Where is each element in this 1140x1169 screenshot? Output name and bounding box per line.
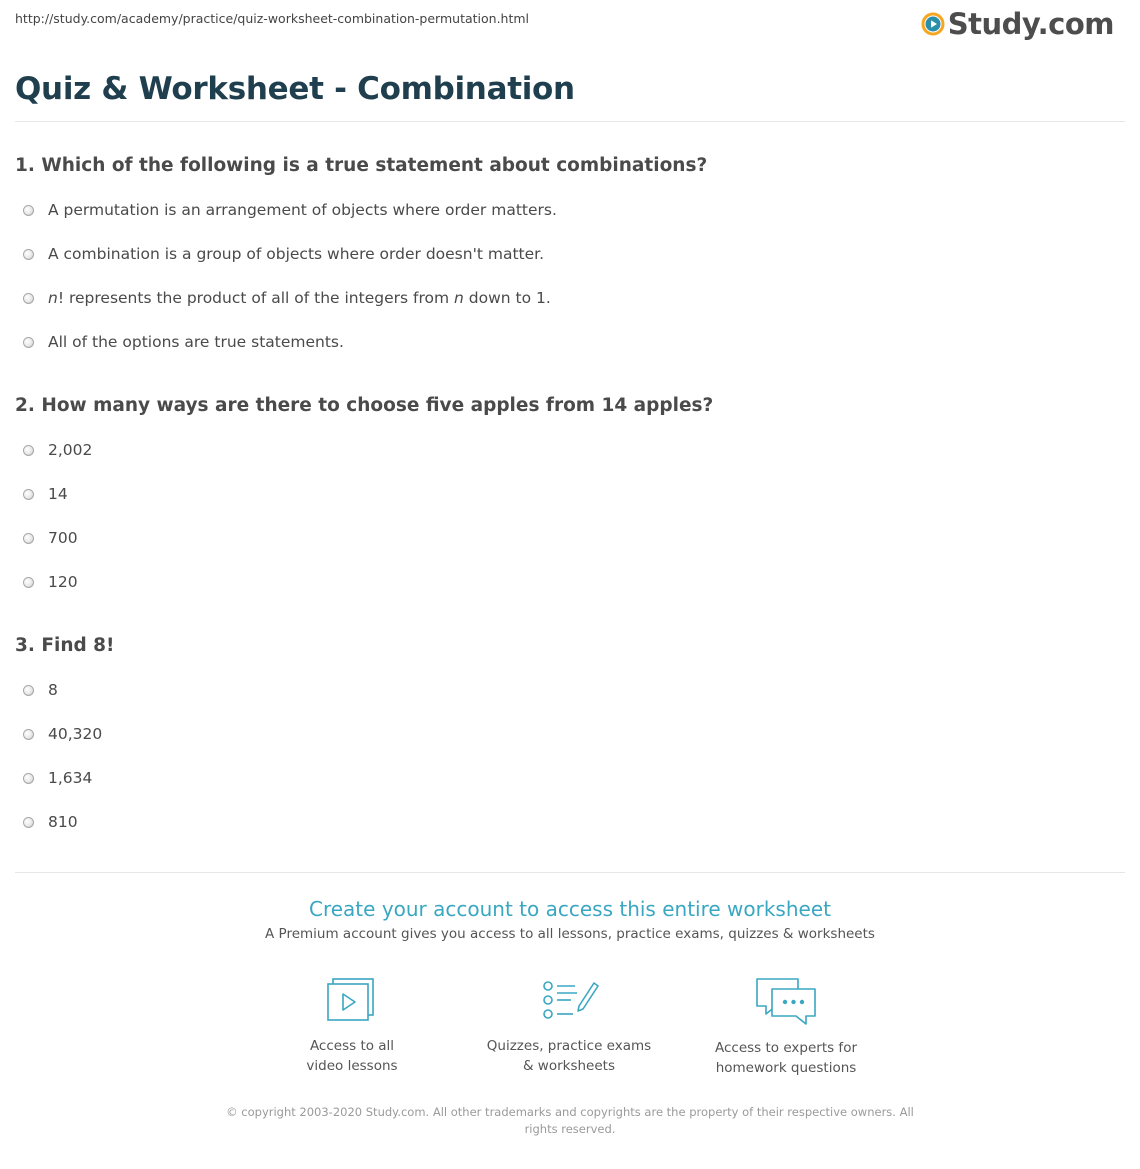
answer-option[interactable] <box>23 724 102 744</box>
checklist-icon <box>539 976 599 1024</box>
answer-option[interactable] <box>23 572 78 592</box>
video-lessons-icon <box>324 976 380 1024</box>
page-title: Quiz & Worksheet - Combination <box>15 71 575 107</box>
answer-option[interactable] <box>23 768 92 788</box>
answer-text: 8 <box>48 681 58 699</box>
radio-button[interactable] <box>23 337 34 348</box>
radio-button[interactable] <box>23 489 34 500</box>
feature-experts <box>676 976 896 1078</box>
feature-video-lessons <box>242 976 462 1076</box>
promo-divider <box>15 872 1125 873</box>
logo-text: Study.com <box>947 7 1114 41</box>
answer-option[interactable] <box>23 244 544 264</box>
answer-option[interactable] <box>23 440 92 460</box>
answer-text: 14 <box>48 485 68 503</box>
radio-button[interactable] <box>23 577 34 588</box>
chat-bubbles-icon <box>754 976 818 1026</box>
answer-text: n! represents the product of all of the integers from n down to 1. <box>48 289 551 307</box>
feature-label: Access to all video lessons <box>306 1038 398 1074</box>
answer-option[interactable] <box>23 288 551 308</box>
answer-text: A permutation is an arrangement of objects where order matters. <box>48 201 557 219</box>
radio-button[interactable] <box>23 533 34 544</box>
promo-subtitle: A Premium account gives you access to all lessons, practice exams, quizzes & worksheets <box>265 926 875 942</box>
radio-button[interactable] <box>23 729 34 740</box>
copyright-notice: © copyright 2003-2020 Study.com. All other trademarks and copyrights are the property of their respective owners. All rights reserved. <box>226 1105 914 1136</box>
feature-quizzes <box>459 976 679 1076</box>
answer-option[interactable] <box>23 332 344 352</box>
radio-button[interactable] <box>23 817 34 828</box>
answer-text: A combination is a group of objects where order doesn't matter. <box>48 245 545 263</box>
answer-option[interactable] <box>23 680 58 700</box>
question-3: 3. Find 8! <box>15 635 115 656</box>
radio-button[interactable] <box>23 685 34 696</box>
answer-option[interactable] <box>23 484 68 504</box>
radio-button[interactable] <box>23 445 34 456</box>
question-1: 1. Which of the following is a true statement about combinations? <box>15 155 708 176</box>
study-logo[interactable] <box>921 6 1114 42</box>
title-divider <box>15 121 1125 122</box>
answer-option[interactable] <box>23 528 78 548</box>
answer-text: 2,002 <box>48 441 93 459</box>
answer-text: 40,320 <box>48 725 103 743</box>
answer-text: 1,634 <box>48 769 93 787</box>
feature-label: Access to experts for homework questions <box>714 1040 857 1076</box>
answer-text: 700 <box>48 529 78 547</box>
radio-button[interactable] <box>23 249 34 260</box>
create-account-link[interactable]: Create your account to access this entire worksheet <box>309 897 831 921</box>
answer-text: 120 <box>48 573 78 591</box>
radio-button[interactable] <box>23 205 34 216</box>
radio-button[interactable] <box>23 773 34 784</box>
answer-option[interactable] <box>23 812 78 832</box>
answer-option[interactable] <box>23 200 557 220</box>
radio-button[interactable] <box>23 293 34 304</box>
answer-text: 810 <box>48 813 78 831</box>
page-url: http://study.com/academy/practice/quiz-worksheet-combination-permutation.html <box>15 11 530 26</box>
play-circle-icon <box>921 12 945 36</box>
feature-label: Quizzes, practice exams & worksheets <box>486 1038 652 1074</box>
answer-text: All of the options are true statements. <box>48 333 344 351</box>
question-2: 2. How many ways are there to choose five apples from 14 apples? <box>15 395 714 416</box>
